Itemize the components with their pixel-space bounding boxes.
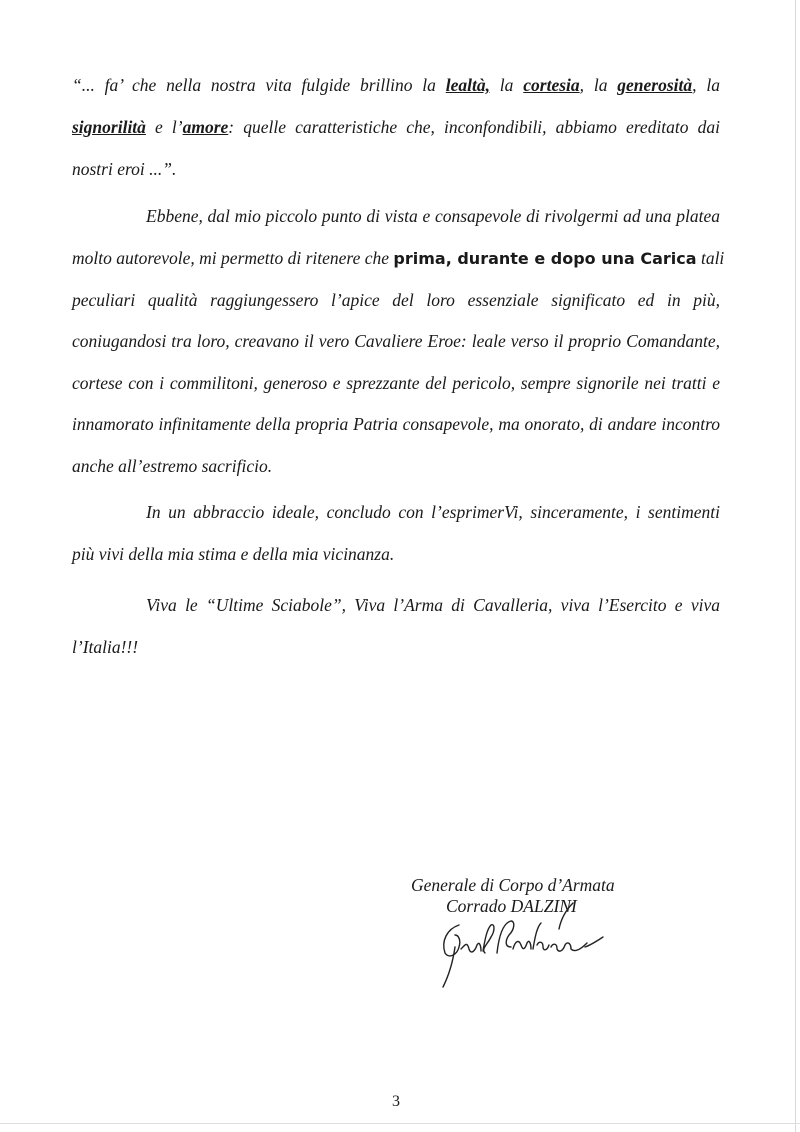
text-run: , la	[692, 75, 720, 95]
page-number: 3	[392, 1093, 400, 1110]
p3-line-1: In un abbraccio ideale, concludo con l’esprimerVi, sinceramente, i sentimenti	[146, 502, 720, 522]
text-run: , la	[579, 75, 618, 95]
text-run: : quelle caratteristiche che, inconfondibili, abbiamo ereditato dai	[228, 117, 720, 137]
keyword-generosita: generosità	[617, 75, 693, 95]
keyword-signorilita: signorilità	[72, 117, 146, 137]
handwritten-signature	[425, 895, 625, 995]
signature-name: Corrado DALZINI	[446, 896, 577, 916]
text-run: “... fa’ che nella nostra vita fulgide brillino la	[72, 75, 446, 95]
text-run: molto autorevole, mi permetto di ritenere che	[72, 248, 394, 268]
keyword-amore: amore	[182, 117, 229, 137]
p2-line-5: cortese con i commilitoni, generoso e sprezzante del pericolo, sempre signorile nei tratti e	[72, 373, 720, 393]
p2-line-3: peculiari qualità raggiungessero l’apice del loro essenziale significato ed in più,	[72, 290, 720, 310]
p4-line-2: l’Italia!!!	[72, 637, 139, 657]
p1-line-1	[72, 75, 720, 96]
scan-edge-bottom	[0, 1123, 800, 1124]
p2-line-7: anche all’estremo sacrificio.	[72, 456, 273, 476]
keyword-lealta: lealtà,	[445, 75, 490, 95]
p4-line-1: Viva le “Ultime Sciabole”, Viva l’Arma di Cavalleria, viva l’Esercito e viva	[146, 595, 720, 615]
keyword-cortesia: cortesia	[523, 75, 580, 95]
p2-line-1: Ebbene, dal mio piccolo punto di vista e consapevole di rivolgermi ad una platea	[146, 206, 720, 226]
p1-line-3: nostri eroi ...”.	[72, 159, 177, 179]
p3-line-2: più vivi della mia stima e della mia vicinanza.	[72, 544, 395, 564]
signature-rank: Generale di Corpo d’Armata	[411, 875, 615, 895]
keyword-carica: prima, durante e dopo una Carica	[393, 249, 697, 268]
text-run: la	[489, 75, 524, 95]
p1-line-2	[72, 117, 720, 138]
p2-line-2	[72, 248, 725, 269]
scan-edge-right	[795, 0, 796, 1132]
p2-line-4: coniugandosi tra loro, creavano il vero Cavaliere Eroe: leale verso il proprio Comandante,	[72, 331, 720, 351]
p2-line-6: innamorato infinitamente della propria Patria consapevole, ma onorato, di andare incontro	[72, 414, 720, 434]
text-run: tali	[696, 248, 725, 268]
text-run: e l’	[145, 117, 183, 137]
